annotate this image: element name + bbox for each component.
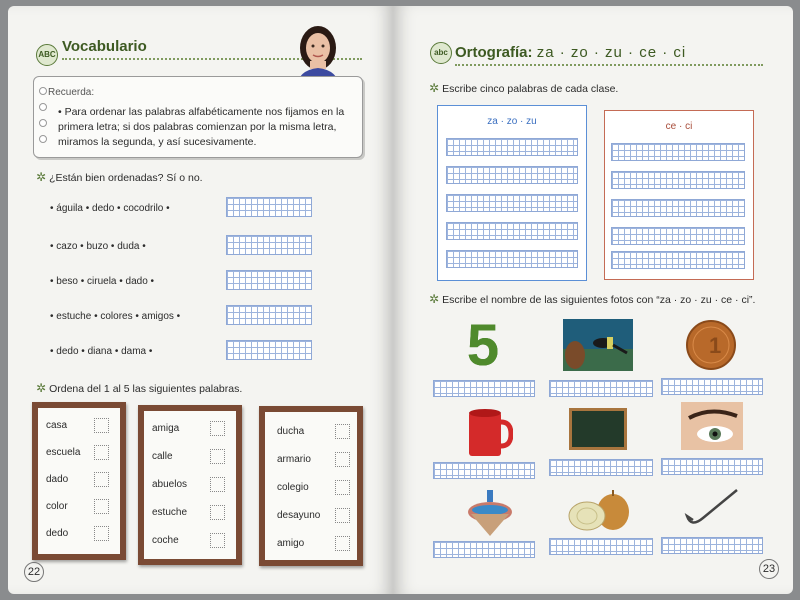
title-dotted-line (455, 64, 763, 66)
eyebrow-photo (681, 402, 743, 450)
answer-grid-2[interactable] (226, 235, 312, 255)
page-number-right: 23 (759, 559, 779, 579)
number-box[interactable] (335, 536, 350, 551)
board-word: coche (152, 535, 179, 546)
number-box[interactable] (210, 505, 225, 520)
answer-grid[interactable] (446, 166, 578, 184)
word-board-2 (138, 405, 242, 565)
board-word: amiga (152, 423, 180, 434)
word-row-2: • cazo • buzo • duda • (50, 241, 146, 252)
star-icon: ✲ (36, 381, 47, 395)
photo-answer-grid[interactable] (433, 380, 535, 397)
word-row-1: • águila • dedo • cocodrilo • (50, 203, 170, 214)
photo-answer-grid[interactable] (549, 459, 653, 476)
answer-grid[interactable] (611, 251, 745, 269)
photo-answer-grid[interactable] (549, 538, 653, 555)
number-five-photo: 5 (466, 313, 500, 378)
exercise1-instruction: ✲ ¿Están bien ordenadas? Sí o no. (36, 170, 203, 184)
word-board-3 (259, 406, 363, 566)
onion-photo (567, 486, 631, 532)
number-box[interactable] (94, 472, 109, 487)
answer-grid-5[interactable] (226, 340, 312, 360)
chalkboard-photo (569, 408, 627, 450)
exercise2-instruction: ✲ Ordena del 1 al 5 las siguientes palabras. (36, 381, 243, 395)
recuerda-box (33, 76, 363, 158)
answer-grid[interactable] (446, 222, 578, 240)
right-exercise2-instruction: ✲ Escribe el nombre de las siguientes fotos con “za · zo · zu · ce · ci”. (429, 292, 756, 306)
number-box[interactable] (210, 477, 225, 492)
answer-grid-4[interactable] (226, 305, 312, 325)
number-box[interactable] (94, 499, 109, 514)
board-word: color (46, 501, 68, 512)
word-row-3: • beso • ciruela • dado • (50, 276, 155, 287)
binder-ring (39, 135, 47, 143)
right-exercise1-instruction: ✲ Escribe cinco palabras de cada clase. (429, 81, 619, 95)
board-word: calle (152, 451, 173, 462)
board-word: estuche (152, 507, 188, 518)
photo-answer-grid[interactable] (661, 537, 763, 554)
number-box[interactable] (210, 533, 225, 548)
number-box[interactable] (335, 452, 350, 467)
column-title-za-zo-zu: za · zo · zu (487, 116, 537, 127)
number-box[interactable] (210, 421, 225, 436)
board-word: colegio (277, 482, 309, 493)
page-title-ortografia: Ortografía: za · zo · zu · ce · ci (455, 44, 687, 61)
photo-answer-grid[interactable] (549, 380, 653, 397)
right-page (393, 6, 793, 594)
answer-grid[interactable] (611, 171, 745, 189)
binder-ring (39, 87, 47, 95)
answer-grid[interactable] (446, 194, 578, 212)
board-word: amigo (277, 538, 305, 549)
number-box[interactable] (335, 508, 350, 523)
ortografia-icon: abc (430, 42, 452, 64)
column-za-zo-zu (437, 105, 587, 281)
number-box[interactable] (94, 526, 109, 541)
recuerda-text: • Para ordenar las palabras alfabéticamente nos fijamos en la primera letra; si dos palabras comienzan por la misma letra, miramos la segunda, y así sucesivamente. (58, 106, 345, 148)
number-box[interactable] (94, 418, 109, 433)
word-board-1 (32, 402, 126, 560)
board-word: dado (46, 474, 69, 485)
star-icon: ✲ (429, 81, 440, 95)
page-title-vocabulario: Vocabulario (62, 38, 147, 55)
fishhook-photo (681, 486, 741, 532)
answer-grid[interactable] (611, 199, 745, 217)
board-word: abuelos (152, 479, 188, 490)
column-ce-ci (604, 110, 754, 280)
answer-grid-3[interactable] (226, 270, 312, 290)
board-word: ducha (277, 426, 305, 437)
answer-grid[interactable] (611, 227, 745, 245)
coin-photo (685, 319, 737, 371)
vocabulario-icon: ABC (36, 44, 58, 66)
photo-answer-grid[interactable] (433, 462, 535, 479)
board-word: casa (46, 420, 68, 431)
page-number-left: 22 (24, 562, 44, 582)
word-row-4: • estuche • colores • amigos • (50, 311, 181, 322)
recuerda-heading: Recuerda: (48, 87, 95, 98)
answer-grid[interactable] (611, 143, 745, 161)
mug-photo (467, 408, 513, 460)
photo-answer-grid[interactable] (661, 458, 763, 475)
number-box[interactable] (94, 445, 109, 460)
answer-grid[interactable] (446, 250, 578, 268)
board-word: escuela (46, 447, 81, 458)
left-page (8, 6, 393, 594)
column-title-ce-ci: ce · ci (665, 121, 693, 132)
number-box[interactable] (335, 480, 350, 495)
diver-photo (563, 319, 633, 371)
board-word: dedo (46, 528, 69, 539)
answer-grid[interactable] (446, 138, 578, 156)
board-word: armario (277, 454, 311, 465)
binder-ring (39, 119, 47, 127)
answer-grid-1[interactable] (226, 197, 312, 217)
word-row-5: • dedo • diana • dama • (50, 346, 153, 357)
photo-answer-grid[interactable] (433, 541, 535, 558)
spinning-top-photo (465, 490, 515, 538)
star-icon: ✲ (429, 292, 440, 306)
star-icon: ✲ (36, 170, 47, 184)
svg-text:1: 1 (709, 333, 722, 358)
number-box[interactable] (210, 449, 225, 464)
binder-ring (39, 103, 47, 111)
photo-answer-grid[interactable] (661, 378, 763, 395)
number-box[interactable] (335, 424, 350, 439)
board-word: desayuno (277, 510, 321, 521)
